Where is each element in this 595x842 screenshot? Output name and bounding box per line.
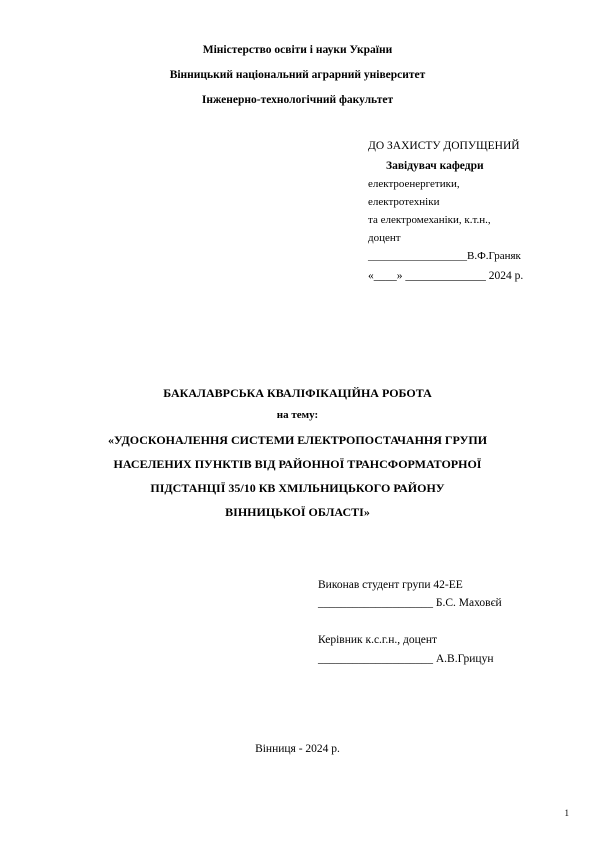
approval-heading: ДО ЗАХИСТУ ДОПУЩЕНИЙ <box>368 140 520 152</box>
ministry-name: Міністерство освіти і науки України <box>202 44 393 56</box>
university-name: Вінницький національний аграрний університет <box>169 69 426 81</box>
work-title-line-2: НАСЕЛЕНИХ ПУНКТІВ ВІД РАЙОННОЇ ТРАНСФОРМАТОРНОЇ <box>113 457 482 471</box>
city-year: Вінниця - 2024 р. <box>255 743 340 755</box>
approval-role: Завідувач кафедри <box>386 160 484 172</box>
on-topic-label: на тему: <box>276 409 319 421</box>
supervisor-signature-line: ____________________ А.В.Грицун <box>318 653 494 665</box>
work-title-line-4: ВІННИЦЬКОЇ ОБЛАСТІ» <box>225 505 370 519</box>
approval-date-line: «____» ______________ 2024 р. <box>368 270 524 282</box>
page-number: 1 <box>564 808 569 818</box>
approval-dept-line-1: електроенергетики, <box>368 178 460 190</box>
approval-dept-line-3: та електромеханіки, к.т.н., <box>368 214 491 226</box>
supervisor-label: Керівник к.с.г.н., доцент <box>318 634 438 646</box>
approval-dept-line-2: електротехніки <box>368 196 440 208</box>
student-label: Виконав студент групи 42-ЕЕ <box>318 579 463 591</box>
work-title-line-1: «УДОСКОНАЛЕННЯ СИСТЕМИ ЕЛЕКТРОПОСТАЧАННЯ ГРУПИ <box>107 433 488 447</box>
student-signature-line: ____________________ Б.С. Маховєй <box>318 597 502 609</box>
approval-position: доцент <box>368 232 401 244</box>
approval-signature-line: __________________В.Ф.Граняк <box>368 250 521 262</box>
faculty-name: Інженерно-технологічний факультет <box>201 94 394 106</box>
work-title-line-3: ПІДСТАНЦІЇ 35/10 КВ ХМІЛЬНИЦЬКОГО РАЙОНУ <box>150 481 445 495</box>
work-type: БАКАЛАВРСЬКА КВАЛІФІКАЦІЙНА РОБОТА <box>163 386 432 400</box>
